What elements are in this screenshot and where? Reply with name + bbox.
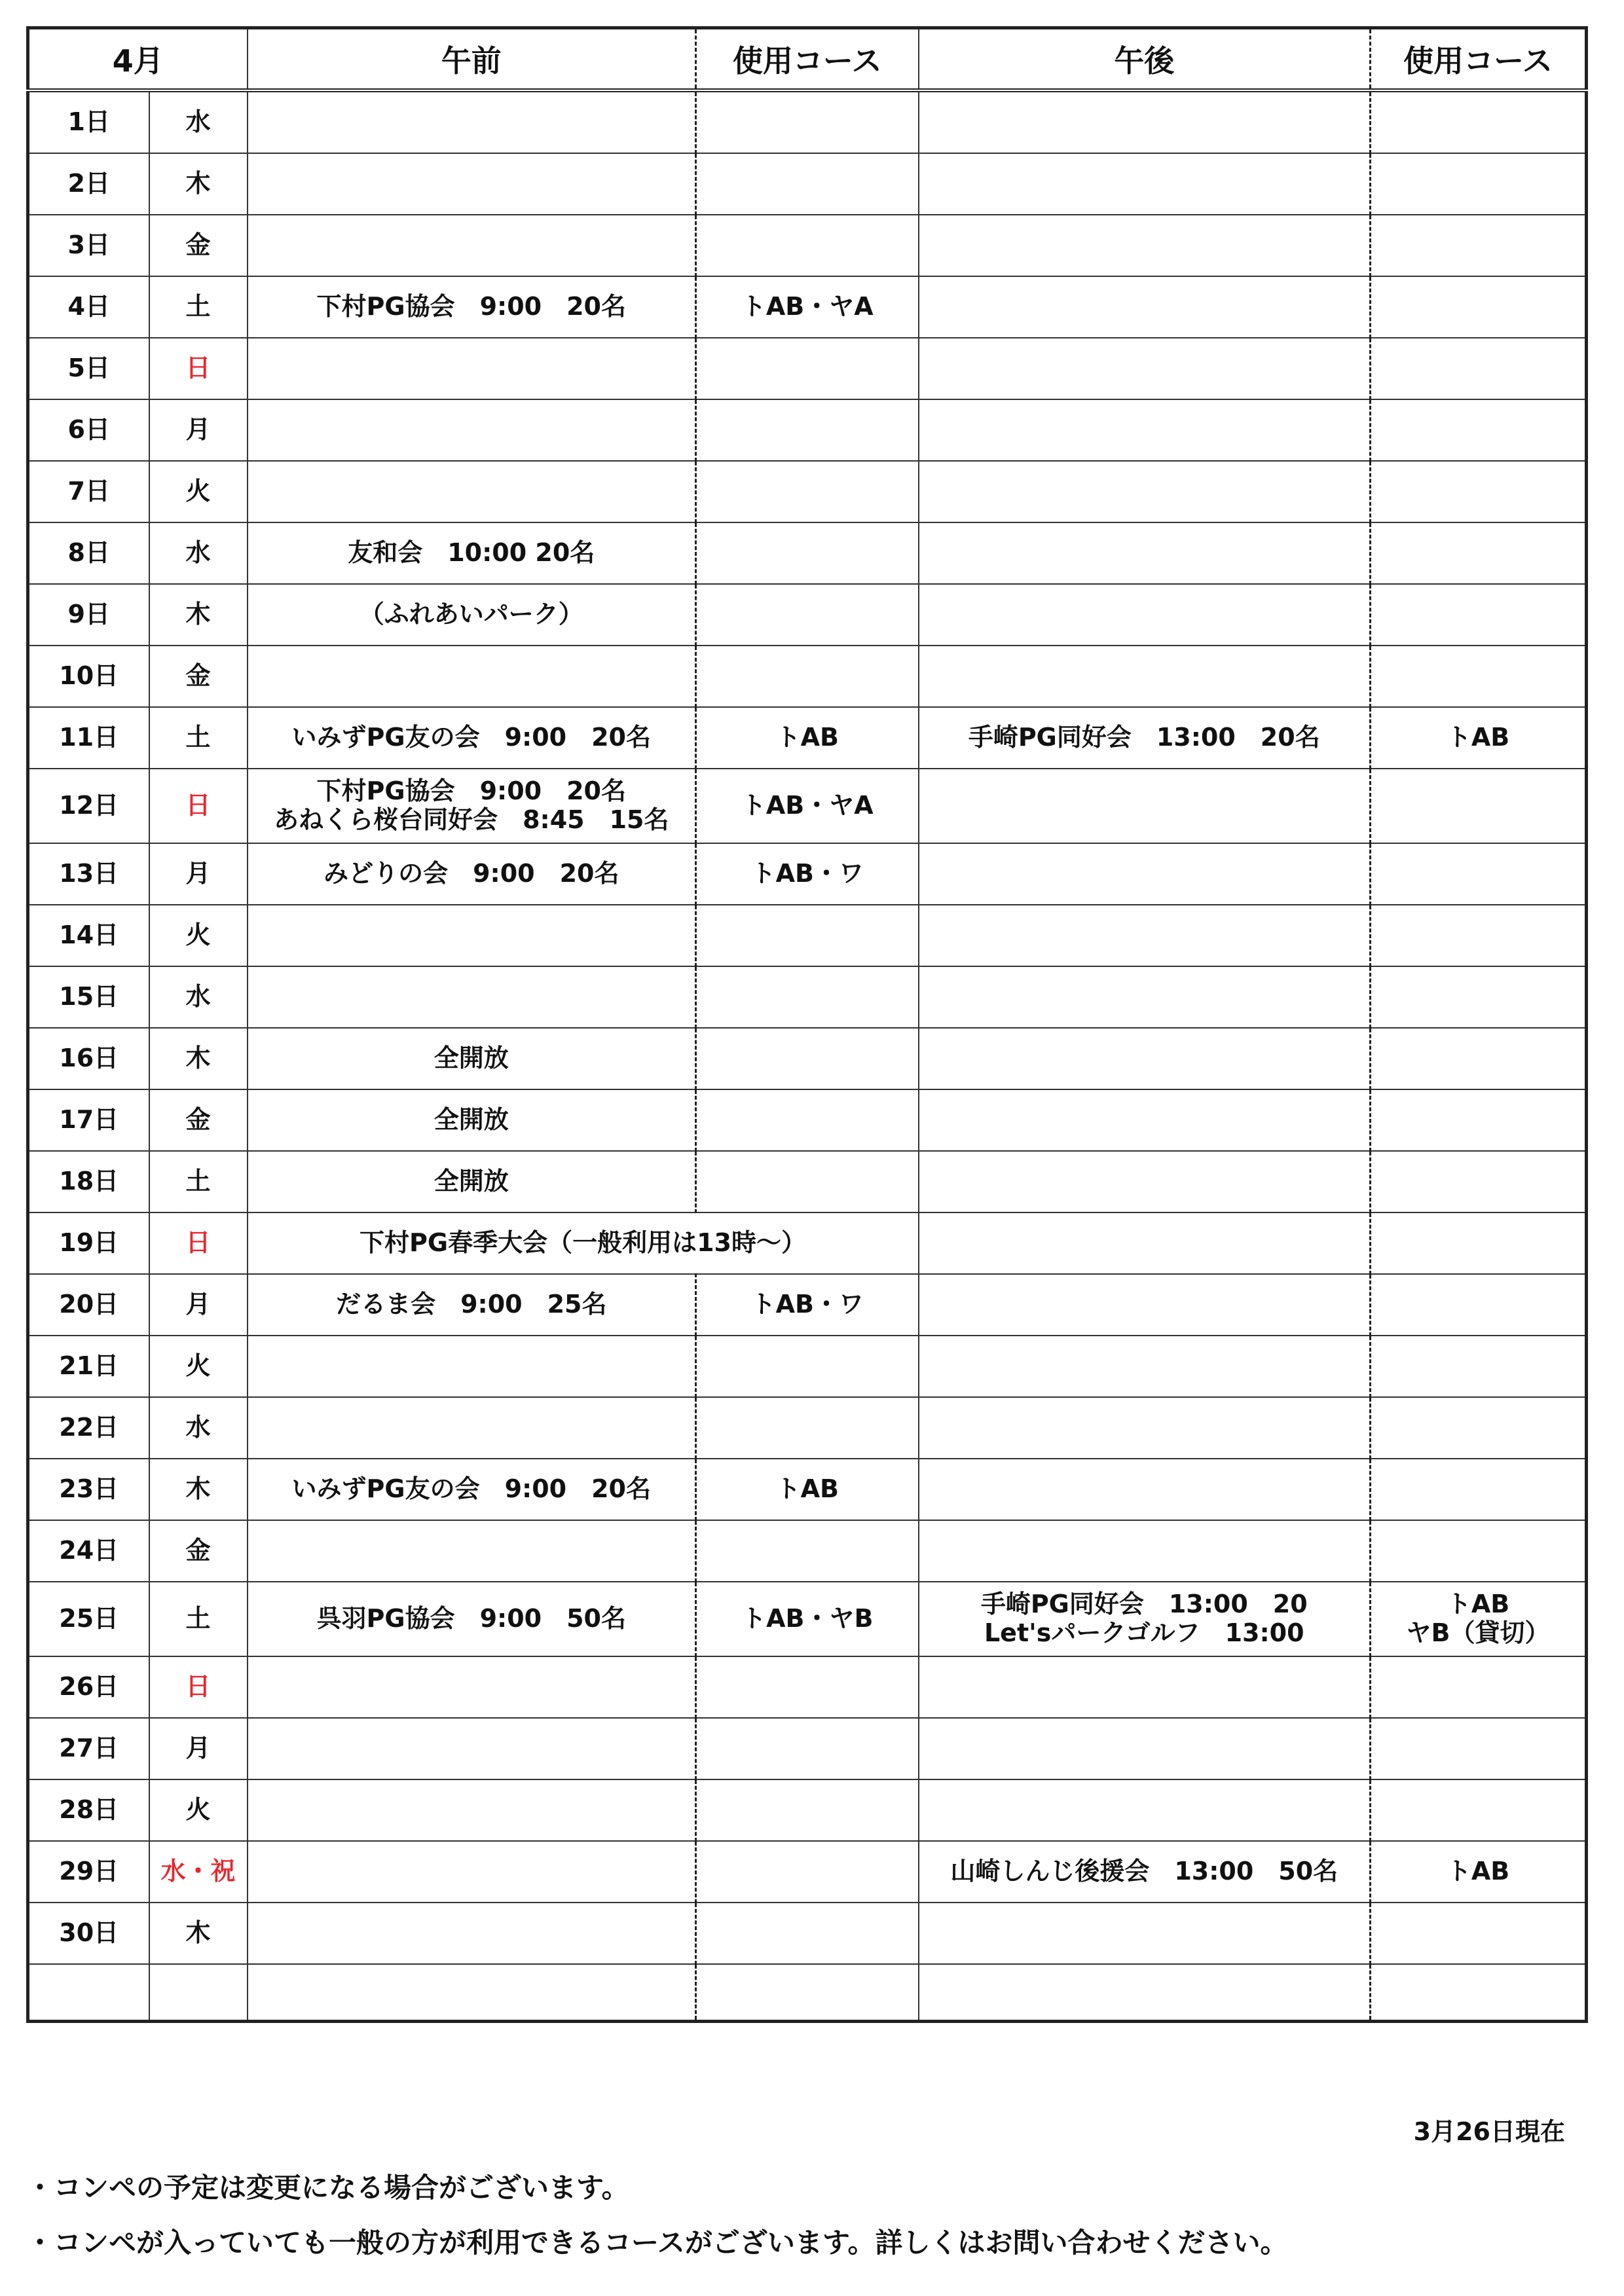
note-general-use: ・コンペが入っていても一般の方が利用できるコースがございます。詳しくはお問い合わせください。 [26, 2227, 1288, 2259]
pm-event-cell [919, 769, 1371, 843]
pm-course-cell [1371, 1520, 1587, 1582]
am-event-cell [248, 1718, 696, 1779]
table-row [28, 90, 1587, 153]
pm-course-cell: トAB ヤB（貸切） [1371, 1582, 1587, 1656]
weekday-cell: 水 [149, 90, 248, 153]
pm-event-cell [919, 90, 1371, 153]
pm-course-cell [1371, 399, 1587, 461]
am-course-cell: トAB・ヤA [696, 276, 919, 338]
am-event-cell [248, 1964, 696, 2022]
pm-event-cell [919, 1274, 1371, 1336]
date-cell [28, 1964, 149, 2022]
am-course-cell: トAB [696, 1459, 919, 1520]
table-row [28, 522, 1587, 584]
table-row [28, 1274, 1587, 1336]
am-course-cell [696, 646, 919, 707]
pm-event-cell [919, 1656, 1371, 1718]
table-row [28, 707, 1587, 769]
weekday-cell: 木 [149, 1028, 248, 1089]
weekday-cell: 木 [149, 153, 248, 215]
weekday-cell: 水 [149, 1397, 248, 1459]
table-row [28, 905, 1587, 966]
am-event-cell [248, 215, 696, 276]
date-cell: 20日 [28, 1274, 149, 1336]
am-course-cell [696, 522, 919, 584]
am-event-cell: （ふれあいパーク） [248, 584, 696, 646]
date-cell: 9日 [28, 584, 149, 646]
date-cell: 24日 [28, 1520, 149, 1582]
am-course-cell: トAB・ワ [696, 843, 919, 905]
pm-header: 午後 [919, 28, 1371, 91]
table-row [28, 1582, 1587, 1656]
pm-course-cell [1371, 153, 1587, 215]
am-course-cell [696, 1964, 919, 2022]
am-course-cell [696, 1028, 919, 1089]
pm-course-header: 使用コース [1371, 28, 1587, 91]
date-cell: 16日 [28, 1028, 149, 1089]
table-row [28, 461, 1587, 522]
am-event-cell [248, 338, 696, 399]
date-cell: 27日 [28, 1718, 149, 1779]
pm-course-cell [1371, 276, 1587, 338]
table-row [28, 1212, 1587, 1274]
table-row [28, 1656, 1587, 1718]
table-row [28, 584, 1587, 646]
weekday-cell: 金 [149, 215, 248, 276]
date-cell: 11日 [28, 707, 149, 769]
am-event-cell: いみずPG友の会 9:00 20名 [248, 1459, 696, 1520]
weekday-cell: 水・祝 [149, 1841, 248, 1903]
am-course-cell [696, 215, 919, 276]
weekday-cell: 日 [149, 1656, 248, 1718]
am-event-cell [248, 646, 696, 707]
am-course-cell [696, 1336, 919, 1397]
table-row [28, 1520, 1587, 1582]
pm-course-cell [1371, 1779, 1587, 1841]
am-course-cell [696, 1841, 919, 1903]
pm-course-cell [1371, 1964, 1587, 2022]
am-course-cell [696, 1151, 919, 1212]
weekday-cell: 金 [149, 1089, 248, 1151]
pm-event-cell [919, 153, 1371, 215]
weekday-cell: 金 [149, 1520, 248, 1582]
pm-course-cell [1371, 338, 1587, 399]
pm-course-cell [1371, 1151, 1587, 1212]
pm-event-cell [919, 399, 1371, 461]
weekday-cell: 火 [149, 1336, 248, 1397]
am-event-cell: 下村PG春季大会（一般利用は13時～） [248, 1212, 919, 1274]
weekday-cell: 金 [149, 646, 248, 707]
pm-event-cell: 山崎しんじ後援会 13:00 50名 [919, 1841, 1371, 1903]
am-event-cell [248, 905, 696, 966]
weekday-cell: 日 [149, 338, 248, 399]
am-event-cell [248, 966, 696, 1028]
am-course-cell [696, 153, 919, 215]
as-of-date: 3月26日現在 [1413, 2117, 1565, 2146]
am-course-cell [696, 1903, 919, 1964]
date-cell: 4日 [28, 276, 149, 338]
table-row [28, 966, 1587, 1028]
table-row [28, 1903, 1587, 1964]
pm-course-cell [1371, 1397, 1587, 1459]
pm-course-cell [1371, 966, 1587, 1028]
weekday-cell: 水 [149, 966, 248, 1028]
pm-course-cell [1371, 843, 1587, 905]
date-cell: 5日 [28, 338, 149, 399]
am-course-cell: トAB・ヤB [696, 1582, 919, 1656]
pm-event-cell [919, 338, 1371, 399]
table-row [28, 769, 1587, 843]
date-cell: 8日 [28, 522, 149, 584]
pm-event-cell [919, 1718, 1371, 1779]
pm-event-cell [919, 522, 1371, 584]
pm-course-cell [1371, 584, 1587, 646]
table-row [28, 1151, 1587, 1212]
am-course-cell [696, 461, 919, 522]
am-event-cell [248, 1520, 696, 1582]
pm-event-cell [919, 1028, 1371, 1089]
weekday-cell: 木 [149, 584, 248, 646]
weekday-cell: 火 [149, 461, 248, 522]
date-cell: 13日 [28, 843, 149, 905]
am-course-cell: トAB [696, 707, 919, 769]
weekday-cell: 火 [149, 1779, 248, 1841]
table-row [28, 1964, 1587, 2022]
table-row [28, 1336, 1587, 1397]
am-event-cell [248, 153, 696, 215]
month-header: 4月 [28, 28, 248, 91]
am-event-cell: だるま会 9:00 25名 [248, 1274, 696, 1336]
pm-course-cell [1371, 1089, 1587, 1151]
pm-event-cell [919, 1459, 1371, 1520]
am-course-cell [696, 399, 919, 461]
am-course-cell [696, 966, 919, 1028]
date-cell: 19日 [28, 1212, 149, 1274]
table-row [28, 1459, 1587, 1520]
pm-event-cell [919, 1520, 1371, 1582]
notes [26, 2160, 1288, 2270]
weekday-cell: 土 [149, 276, 248, 338]
pm-event-cell: 手崎PG同好会 13:00 20名 [919, 707, 1371, 769]
am-course-cell [696, 584, 919, 646]
table-row [28, 1397, 1587, 1459]
table-row [28, 1718, 1587, 1779]
am-event-cell [248, 461, 696, 522]
am-course-cell [696, 338, 919, 399]
pm-event-cell [919, 646, 1371, 707]
date-cell: 22日 [28, 1397, 149, 1459]
weekday-cell: 月 [149, 843, 248, 905]
table-row [28, 1028, 1587, 1089]
pm-event-cell [919, 215, 1371, 276]
am-event-cell [248, 1779, 696, 1841]
am-course-cell [696, 1089, 919, 1151]
weekday-cell: 日 [149, 1212, 248, 1274]
am-course-cell: トAB・ヤA [696, 769, 919, 843]
pm-event-cell [919, 276, 1371, 338]
date-cell: 15日 [28, 966, 149, 1028]
am-course-header: 使用コース [696, 28, 919, 91]
date-cell: 1日 [28, 90, 149, 153]
am-event-cell: 全開放 [248, 1028, 696, 1089]
weekday-cell [149, 1964, 248, 2022]
am-event-cell: 下村PG協会 9:00 20名 [248, 276, 696, 338]
am-event-cell: 呉羽PG協会 9:00 50名 [248, 1582, 696, 1656]
table-row [28, 399, 1587, 461]
am-course-cell: トAB・ワ [696, 1274, 919, 1336]
date-cell: 30日 [28, 1903, 149, 1964]
am-course-cell [696, 1779, 919, 1841]
am-course-cell [696, 90, 919, 153]
date-cell: 10日 [28, 646, 149, 707]
weekday-cell: 土 [149, 707, 248, 769]
date-cell: 2日 [28, 153, 149, 215]
pm-course-cell [1371, 1212, 1587, 1274]
pm-course-cell [1371, 1718, 1587, 1779]
am-event-cell [248, 1336, 696, 1397]
weekday-cell: 月 [149, 399, 248, 461]
table-row [28, 153, 1587, 215]
pm-event-cell [919, 1151, 1371, 1212]
pm-event-cell [919, 584, 1371, 646]
pm-course-cell [1371, 90, 1587, 153]
header-row [28, 28, 1587, 91]
am-event-cell [248, 1841, 696, 1903]
pm-event-cell [919, 1089, 1371, 1151]
pm-event-cell [919, 1903, 1371, 1964]
date-cell: 29日 [28, 1841, 149, 1903]
weekday-cell: 火 [149, 905, 248, 966]
date-cell: 14日 [28, 905, 149, 966]
date-cell: 26日 [28, 1656, 149, 1718]
table-row [28, 276, 1587, 338]
am-event-cell: 友和会 10:00 20名 [248, 522, 696, 584]
pm-event-cell [919, 905, 1371, 966]
table-row [28, 1779, 1587, 1841]
table-row [28, 1841, 1587, 1903]
pm-course-cell [1371, 215, 1587, 276]
weekday-cell: 日 [149, 769, 248, 843]
pm-event-cell [919, 1779, 1371, 1841]
table-row [28, 338, 1587, 399]
weekday-cell: 木 [149, 1903, 248, 1964]
pm-event-cell [919, 1336, 1371, 1397]
am-event-cell [248, 1903, 696, 1964]
date-cell: 21日 [28, 1336, 149, 1397]
table-row [28, 843, 1587, 905]
am-course-cell [696, 905, 919, 966]
pm-event-cell [919, 966, 1371, 1028]
pm-course-cell [1371, 905, 1587, 966]
pm-course-cell [1371, 461, 1587, 522]
am-course-cell [696, 1718, 919, 1779]
table-row [28, 215, 1587, 276]
date-cell: 28日 [28, 1779, 149, 1841]
pm-event-cell [919, 843, 1371, 905]
pm-course-cell [1371, 1459, 1587, 1520]
weekday-cell: 土 [149, 1582, 248, 1656]
table-row [28, 646, 1587, 707]
am-event-cell: 全開放 [248, 1151, 696, 1212]
pm-event-cell [919, 1397, 1371, 1459]
pm-course-cell [1371, 1656, 1587, 1718]
note-change: ・コンペの予定は変更になる場合がございます。 [26, 2172, 629, 2204]
weekday-cell: 土 [149, 1151, 248, 1212]
pm-course-cell [1371, 1336, 1587, 1397]
pm-course-cell: トAB [1371, 707, 1587, 769]
table-row [28, 1089, 1587, 1151]
pm-course-cell [1371, 1274, 1587, 1336]
weekday-cell: 木 [149, 1459, 248, 1520]
am-event-cell: 下村PG協会 9:00 20名 あねくら桜台同好会 8:45 15名 [248, 769, 696, 843]
am-event-cell [248, 399, 696, 461]
pm-course-cell: トAB [1371, 1841, 1587, 1903]
pm-course-cell [1371, 646, 1587, 707]
am-course-cell [696, 1397, 919, 1459]
competition-schedule-table [26, 26, 1588, 2023]
pm-event-cell [919, 461, 1371, 522]
date-cell: 23日 [28, 1459, 149, 1520]
am-event-cell: みどりの会 9:00 20名 [248, 843, 696, 905]
pm-event-cell [919, 1212, 1371, 1274]
am-event-cell [248, 1656, 696, 1718]
pm-course-cell [1371, 1028, 1587, 1089]
am-course-cell [696, 1656, 919, 1718]
date-cell: 6日 [28, 399, 149, 461]
date-cell: 7日 [28, 461, 149, 522]
am-course-cell [696, 1520, 919, 1582]
am-header: 午前 [248, 28, 696, 91]
pm-course-cell [1371, 1903, 1587, 1964]
pm-event-cell [919, 1964, 1371, 2022]
weekday-cell: 水 [149, 522, 248, 584]
am-event-cell [248, 1397, 696, 1459]
weekday-cell: 月 [149, 1274, 248, 1336]
am-event-cell: いみずPG友の会 9:00 20名 [248, 707, 696, 769]
pm-event-cell: 手崎PG同好会 13:00 20 Let'sパークゴルフ 13:00 [919, 1582, 1371, 1656]
am-event-cell: 全開放 [248, 1089, 696, 1151]
weekday-cell: 月 [149, 1718, 248, 1779]
pm-course-cell [1371, 522, 1587, 584]
date-cell: 12日 [28, 769, 149, 843]
date-cell: 25日 [28, 1582, 149, 1656]
date-cell: 17日 [28, 1089, 149, 1151]
date-cell: 3日 [28, 215, 149, 276]
date-cell: 18日 [28, 1151, 149, 1212]
am-event-cell [248, 90, 696, 153]
pm-course-cell [1371, 769, 1587, 843]
